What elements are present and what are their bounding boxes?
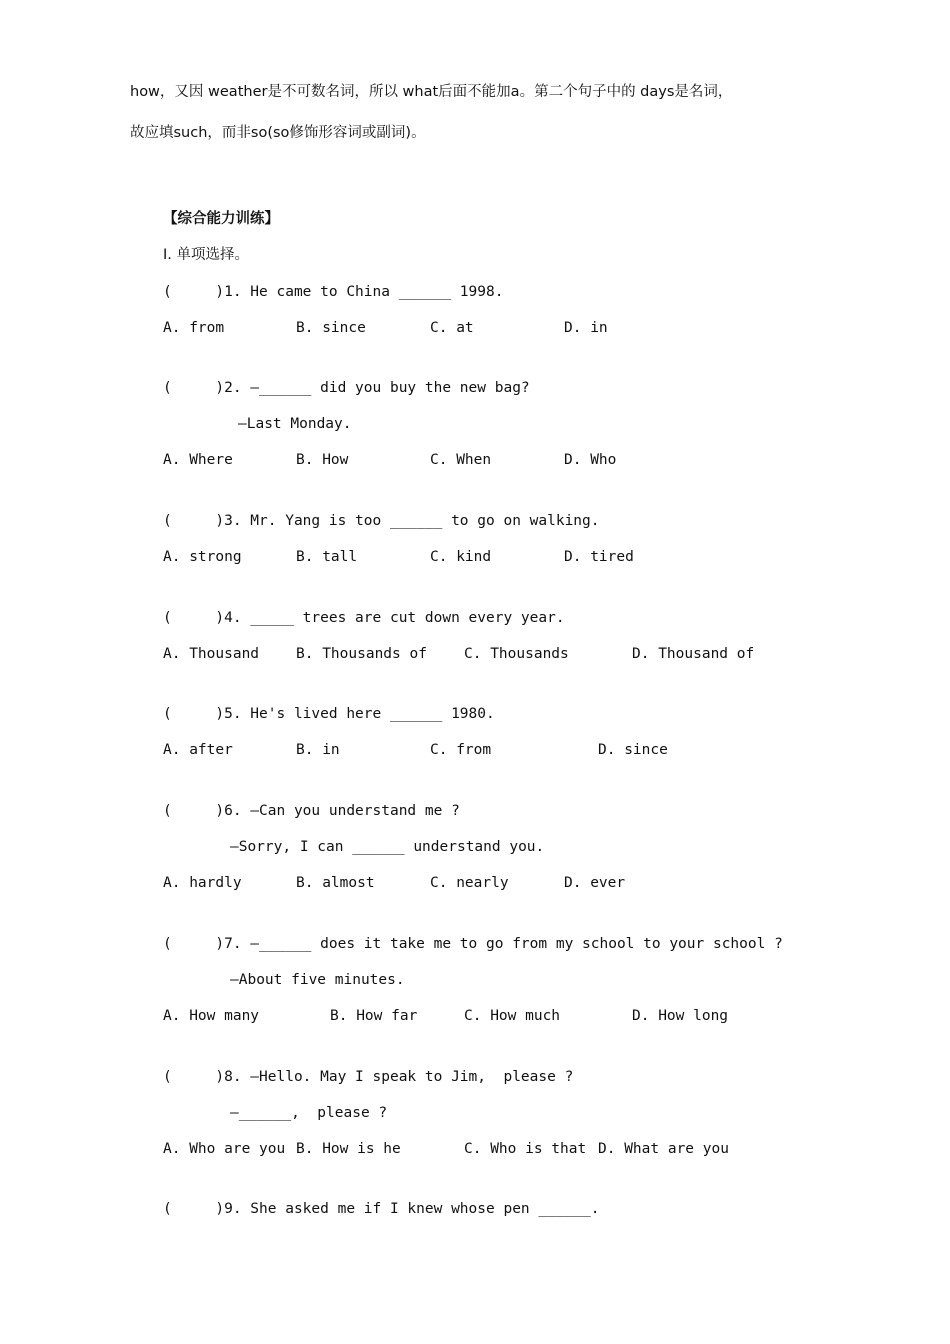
option-d: D. in xyxy=(564,320,608,336)
option-c: C. kind xyxy=(430,549,492,565)
option-a: A. after xyxy=(163,742,233,758)
option-c: C. Thousands xyxy=(464,646,569,662)
part-title: Ⅰ. 单项选择。 xyxy=(163,247,249,263)
intro-line-1: how，又因 weather是不可数名词，所以 what后面不能加a。第二个句子中的 days是名词， xyxy=(130,84,733,100)
option-a: A. Thousand xyxy=(163,646,260,662)
option-d: D. tired xyxy=(564,549,634,565)
option-a: A. Who are you xyxy=(163,1141,286,1157)
option-a: A. How many xyxy=(163,1008,260,1024)
option-b: B. How far xyxy=(330,1008,418,1024)
option-c: C. Who is that xyxy=(464,1141,587,1157)
option-d: D. How long xyxy=(632,1008,729,1024)
question-reply: —______, please ? xyxy=(230,1105,388,1121)
section-title: 【综合能力训练】 xyxy=(163,211,279,227)
option-c: C. at xyxy=(430,320,474,336)
question-stem: ( )1. He came to China ______ 1998. xyxy=(163,284,504,300)
option-d: D. Who xyxy=(564,452,617,468)
question-stem: ( )9. She asked me if I knew whose pen ______. xyxy=(163,1201,600,1217)
option-a: A. Where xyxy=(163,452,233,468)
option-b: B. almost xyxy=(296,875,375,891)
option-d: D. ever xyxy=(564,875,626,891)
option-c: C. When xyxy=(430,452,492,468)
question-reply: —Last Monday. xyxy=(238,416,352,432)
question-stem: ( )7. —______ does it take me to go from my school to your school ? xyxy=(163,936,783,952)
option-d: D. since xyxy=(598,742,668,758)
option-b: B. How xyxy=(296,452,349,468)
option-b: B. Thousands of xyxy=(296,646,427,662)
question-stem: ( )4. _____ trees are cut down every year. xyxy=(163,610,565,626)
option-b: B. since xyxy=(296,320,366,336)
option-c: C. How much xyxy=(464,1008,561,1024)
option-c: C. nearly xyxy=(430,875,509,891)
question-reply: —About five minutes. xyxy=(230,972,405,988)
question-stem: ( )3. Mr. Yang is too ______ to go on walking. xyxy=(163,513,600,529)
question-reply: —Sorry, I can ______ understand you. xyxy=(230,839,545,855)
intro-line-2: 故应填such，而非so(so修饰形容词或副词)。 xyxy=(130,125,426,141)
option-b: B. tall xyxy=(296,549,358,565)
option-d: D. What are you xyxy=(598,1141,729,1157)
question-stem: ( )8. —Hello. May I speak to Jim, please ? xyxy=(163,1069,574,1085)
option-a: A. from xyxy=(163,320,225,336)
question-stem: ( )6. —Can you understand me ? xyxy=(163,803,460,819)
question-stem: ( )5. He's lived here ______ 1980. xyxy=(163,706,495,722)
option-b: B. How is he xyxy=(296,1141,401,1157)
option-c: C. from xyxy=(430,742,492,758)
option-b: B. in xyxy=(296,742,340,758)
option-a: A. strong xyxy=(163,549,242,565)
option-d: D. Thousand of xyxy=(632,646,755,662)
option-a: A. hardly xyxy=(163,875,242,891)
question-stem: ( )2. —______ did you buy the new bag? xyxy=(163,380,530,396)
